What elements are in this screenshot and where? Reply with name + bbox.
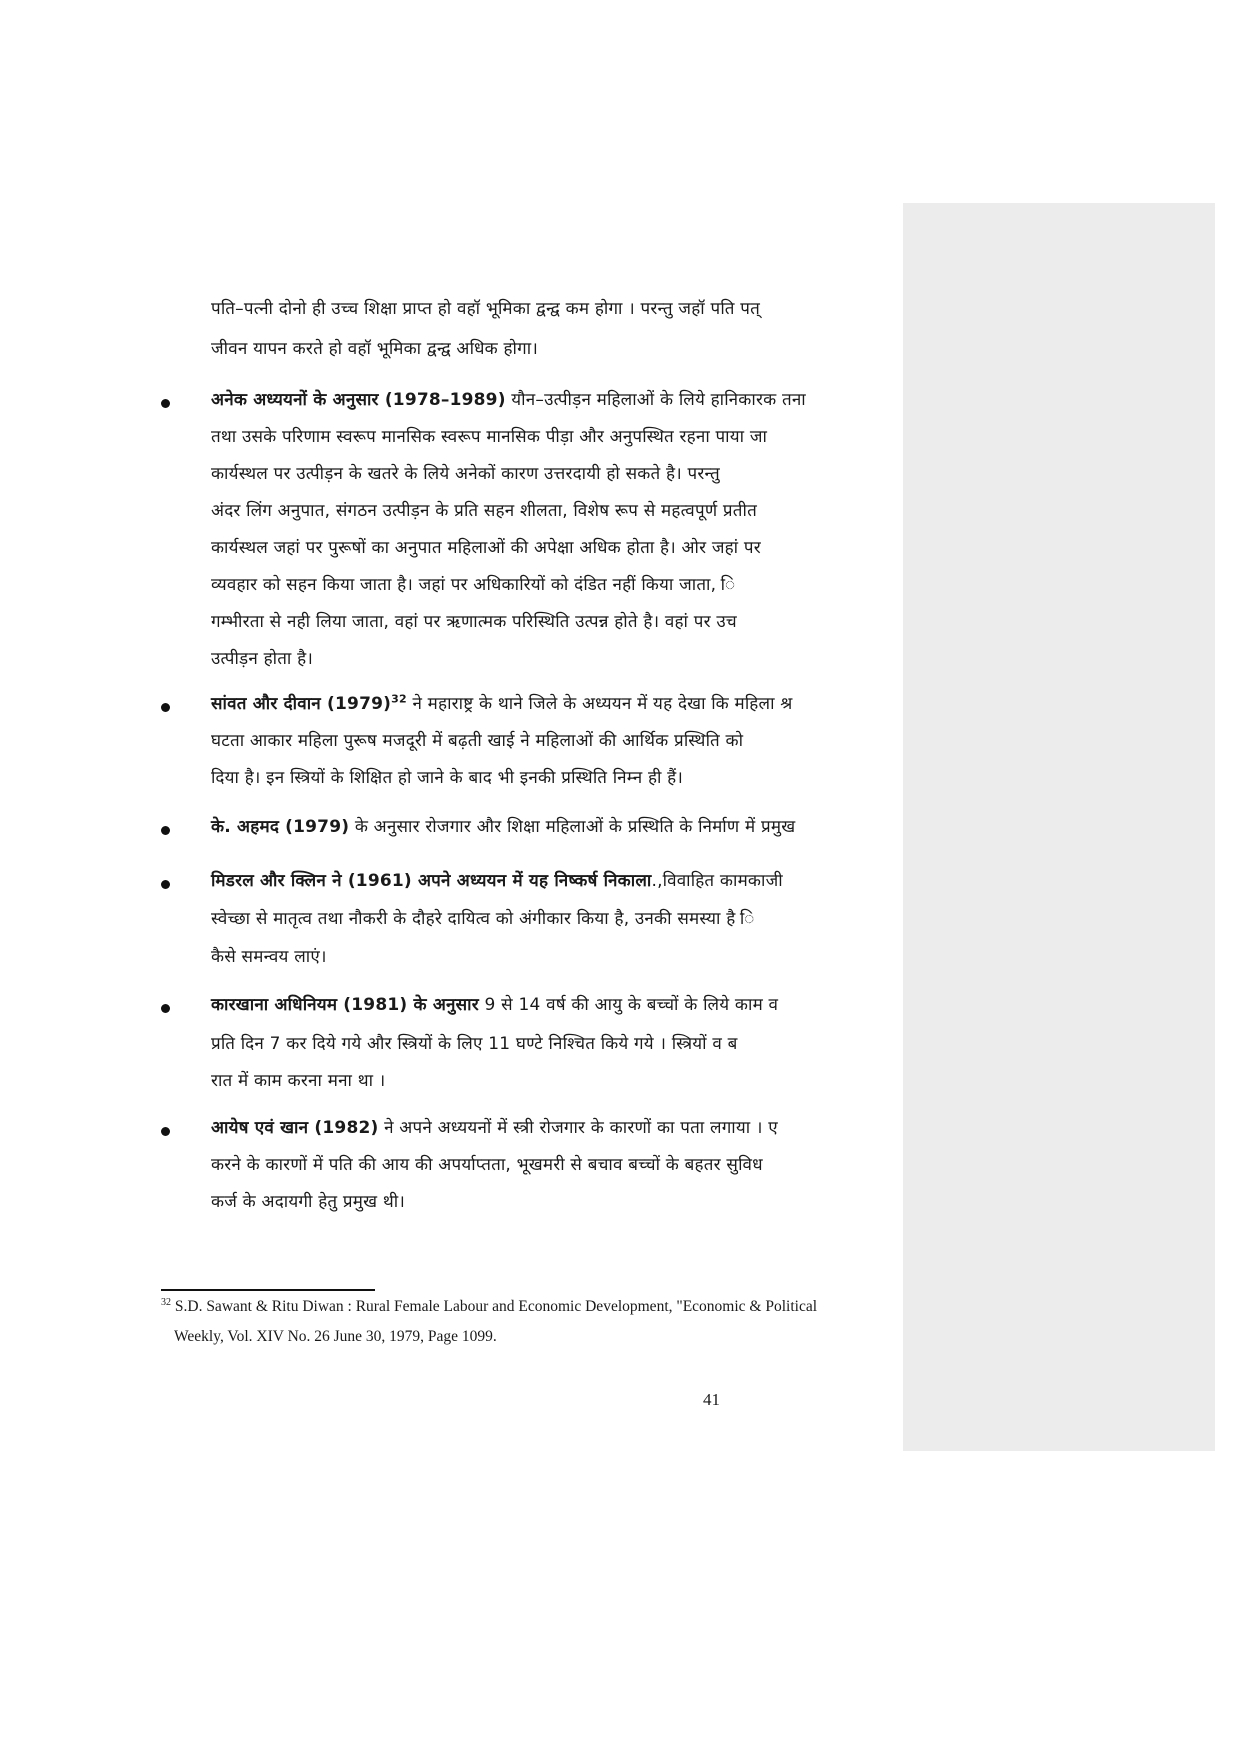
item-text: ने अपने अध्ययनों में स्त्री रोजगार के कारणों का पता लगाया । ए [378, 1118, 778, 1138]
item-lead: मिडरल और क्लिन ने (1961) अपने अध्ययन में यह निष्कर्ष निकाला [211, 871, 652, 891]
item-text: के अनुसार रोजगार और शिक्षा महिलाओं के प्रस्थिति के निर्माण में प्रमुख [349, 817, 796, 837]
item-line: तथा उसके परिणाम स्वरूप मानसिक स्वरूप मानसिक पीड़ा और अनुपस्थित रहना पाया जा [211, 427, 768, 447]
footnote-marker: 32 [161, 1296, 171, 1308]
comment-pane [903, 203, 1215, 1451]
item-line: उत्पीड़न होता है। [211, 649, 313, 669]
bullet-icon [161, 826, 170, 835]
footnote-line [161, 1296, 817, 1318]
bullet-icon [161, 1127, 170, 1136]
item-line: स्वेच्छा से मातृत्व तथा नौकरी के दौहरे दायित्व को अंगीकार किया है, उनकी समस्या है ि [211, 909, 755, 929]
item-line: कर्ज के अदायगी हेतु प्रमुख थी। [211, 1192, 405, 1212]
item-line: गम्भीरता से नही लिया जाता, वहां पर ऋणात्मक परिस्थिति उत्पन्न होते है। वहां पर उच [211, 612, 737, 632]
item-lead: अनेक अध्ययनों के अनुसार (1978–1989) [211, 390, 506, 410]
list-item-first-line [211, 992, 778, 1018]
item-lead: आयेष एवं खान (1982) [211, 1118, 379, 1138]
bullet-icon [161, 399, 170, 408]
item-line: रात में काम करना मना था । [211, 1071, 386, 1091]
list-item-first-line [211, 814, 795, 840]
item-lead: कारखाना अधिनियम (1981) के अनुसार [211, 995, 479, 1015]
intro-line: जीवन यापन करते हो वहॉ भूमिका द्वन्द्व अधिक होगा। [211, 339, 538, 359]
footnote-text: S.D. Sawant & Ritu Diwan : Rural Female Labour and Economic Development, "Economic & Political [171, 1298, 818, 1315]
bullet-icon [161, 703, 170, 712]
footnote-line: Weekly, Vol. XIV No. 26 June 30, 1979, Page 1099. [174, 1328, 497, 1345]
item-text: 9 से 14 वर्ष की आयु के बच्चों के लिये काम व [478, 995, 779, 1015]
item-lead: सांवत और दीवान (1979) [211, 694, 392, 714]
item-line: दिया है। इन स्त्रियों के शिक्षित हो जाने के बाद भी इनकी प्रस्थिति निम्न ही हैं। [211, 768, 684, 788]
item-line: कार्यस्थल जहां पर पुरूषों का अनुपात महिलाओं की अपेक्षा अधिक होता है। ओर जहां पर [211, 538, 761, 558]
item-lead: के. अहमद (1979) [211, 817, 350, 837]
bullet-icon [161, 880, 170, 889]
footnote-ref: 32 [391, 692, 407, 706]
page-number: 41 [703, 1390, 720, 1409]
item-line: अंदर लिंग अनुपात, संगठन उत्पीड़न के प्रति सहन शीलता, विशेष रूप से महत्वपूर्ण प्रतीत [211, 501, 757, 521]
intro-line: पति–पत्नी दोनो ही उच्च शिक्षा प्राप्त हो वहॉ भूमिका द्वन्द्व कम होगा । परन्तु जहॉ पति पत् [211, 299, 760, 319]
list-item-first-line [211, 691, 793, 717]
item-text: यौन–उत्पीड़न महिलाओं के लिये हानिकारक तना [505, 390, 806, 410]
item-line: घटता आकार महिला पुरूष मजदूरी में बढ़ती खाई ने महिलाओं की आर्थिक प्रस्थिति को [211, 731, 744, 751]
list-item-first-line [211, 1115, 778, 1141]
item-text: .,विवाहित कामकाजी [651, 871, 783, 891]
item-text: ने महाराष्ट्र के थाने जिले के अध्ययन में यह देखा कि महिला श्र [406, 694, 793, 714]
list-item-first-line [211, 868, 783, 894]
item-line: कार्यस्थल पर उत्पीड़न के खतरे के लिये अनेकों कारण उत्तरदायी हो सकते है। परन्तु [211, 464, 720, 484]
item-line: करने के कारणों में पति की आय की अपर्याप्तता, भूखमरी से बचाव बच्चों के बहतर सुविध [211, 1155, 763, 1175]
list-item-first-line [211, 387, 806, 413]
item-line: व्यवहार को सहन किया जाता है। जहां पर अधिकारियों को दंडित नहीं किया जाता, ि [211, 575, 736, 595]
bullet-icon [161, 1004, 170, 1013]
item-line: कैसे समन्वय लाएं। [211, 947, 327, 967]
item-line: प्रति दिन 7 कर दिये गये और स्त्रियों के लिए 11 घण्टे निश्चित किये गये । स्त्रियों व ब [211, 1034, 738, 1054]
footnote-separator [161, 1289, 375, 1291]
